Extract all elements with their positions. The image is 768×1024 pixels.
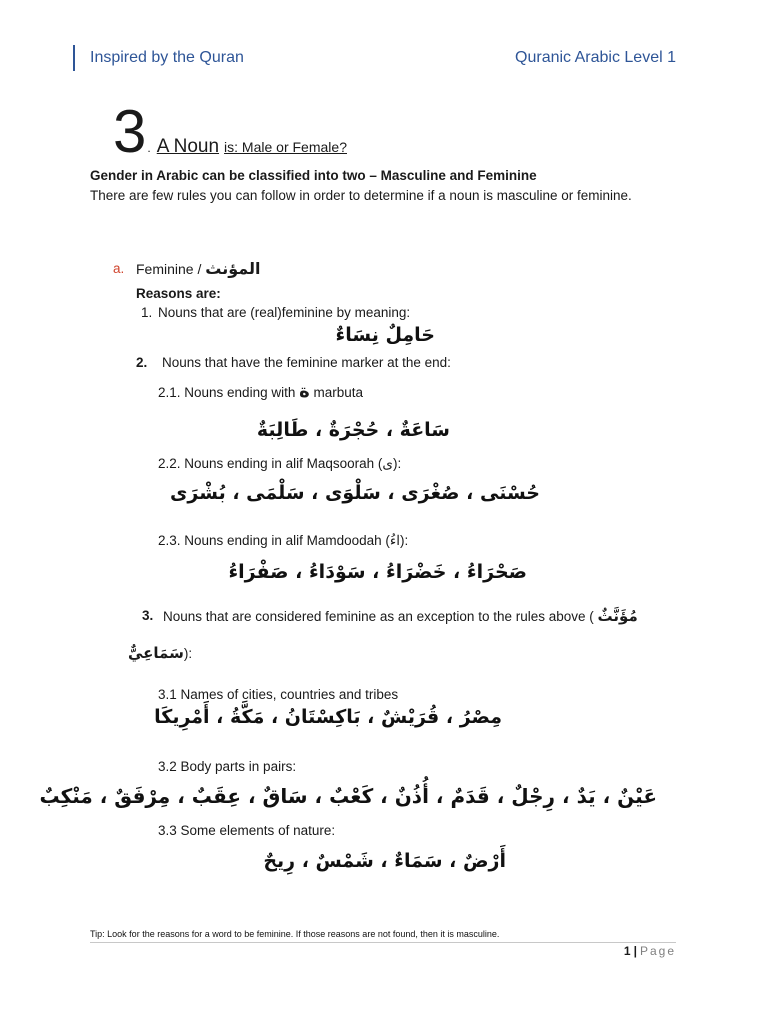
rule3-text-line2 [128,644,192,663]
page-number [624,944,676,959]
header-left-title: Inspired by the Quran [90,49,244,66]
lesson-number: 3 [113,98,147,165]
rule2-text: Nouns that have the feminine marker at the end: [162,355,451,370]
intro-heading: Gender in Arabic can be classified into two – Masculine and Feminine [90,168,537,183]
rule3-3-examples: أَرْضٌ ، سَمَاءٌ ، شَمْسٌ ، رِيحٌ [263,850,506,872]
page-label: Page [639,944,676,958]
rule3-term-first: مُؤَنَّثٌ [597,607,638,625]
rule3-3-label: 3.3 Some elements of nature: [158,823,336,838]
rule1-examples: حَامِلٌ نِسَاءٌ [335,324,435,346]
rule3-text-line1 [163,607,638,626]
rule3-2-examples: عَيْنٌ ، يَدٌ ، رِجْلٌ ، قَدَمٌ ، أُذُنٌ ، كَعْبٌ ، سَاقٌ ، عِقَبٌ ، مِرْفَقٌ ، مَنْكِبٌ [39,784,657,808]
rule1-number: 1. [141,305,153,320]
lesson-title: A Noun [156,136,220,157]
rule3-term-close: ): [183,646,193,661]
rule2-2-examples: حُسْنَى ، صُغْرَى ، سَلْوَى ، سَلْمَى ، بُشْرَى [170,482,540,504]
page-number-value: 1 [623,944,631,958]
section-title-arabic: المؤنث [205,259,261,278]
header-accent-bar [73,45,75,71]
section-marker: a. [113,261,125,276]
rule2-3-examples: صَحْرَاءُ ، خَضْرَاءُ ، سَوْدَاءُ ، صَفْرَاءُ [228,561,527,583]
rule3-1-examples: مِصْرُ ، قُرَيْشٌ ، بَاكِسْتَانُ ، مَكَّةُ ، أَمْرِيكَا [154,706,502,728]
rule2-3-label: 2.3. Nouns ending in alif Mamdoodah (اءُ): [158,533,409,548]
rule3-term-second: سَمَاعِيٌّ [128,644,184,662]
rule2-1-label [158,381,364,402]
rule2-1-label-start: 2.1. Nouns ending with [158,385,296,400]
lesson-dot: . [147,141,151,155]
footer-tip: Tip: Look for the reasons for a word to be feminine. If those reasons are not found, then it is masculine. [90,929,500,939]
page-number-separator: | [633,944,637,958]
rule1-text: Nouns that are (real)feminine by meaning: [158,305,411,320]
lesson-subtitle: is: Male or Female? [224,139,347,155]
rule3-text: Nouns that are considered feminine as an exception to the rules above ( [163,609,594,624]
rule2-number: 2. [136,355,148,370]
rule3-1-label: 3.1 Names of cities, countries and tribes [158,687,399,702]
header-right-title: Quranic Arabic Level 1 [515,49,676,66]
rule2-1-examples: سَاعَةٌ ، حُجْرَةٌ ، طَالِبَةٌ [256,419,450,441]
reasons-label: Reasons are: [136,286,221,301]
rule3-number: 3. [142,608,154,623]
section-title [136,259,260,279]
rule2-1-label-end: marbuta [313,385,364,400]
lesson-heading [113,98,347,165]
rule2-2-label: 2.2. Nouns ending in alif Maqsoorah (ى): [158,456,402,471]
intro-body: There are few rules you can follow in order to determine if a noun is masculine or feminine. [90,188,632,203]
section-title-english: Feminine / [136,261,202,277]
rule3-2-label: 3.2 Body parts in pairs: [158,759,297,774]
footer-divider [90,942,676,943]
taa-marbuta-letter: ة [299,381,310,402]
